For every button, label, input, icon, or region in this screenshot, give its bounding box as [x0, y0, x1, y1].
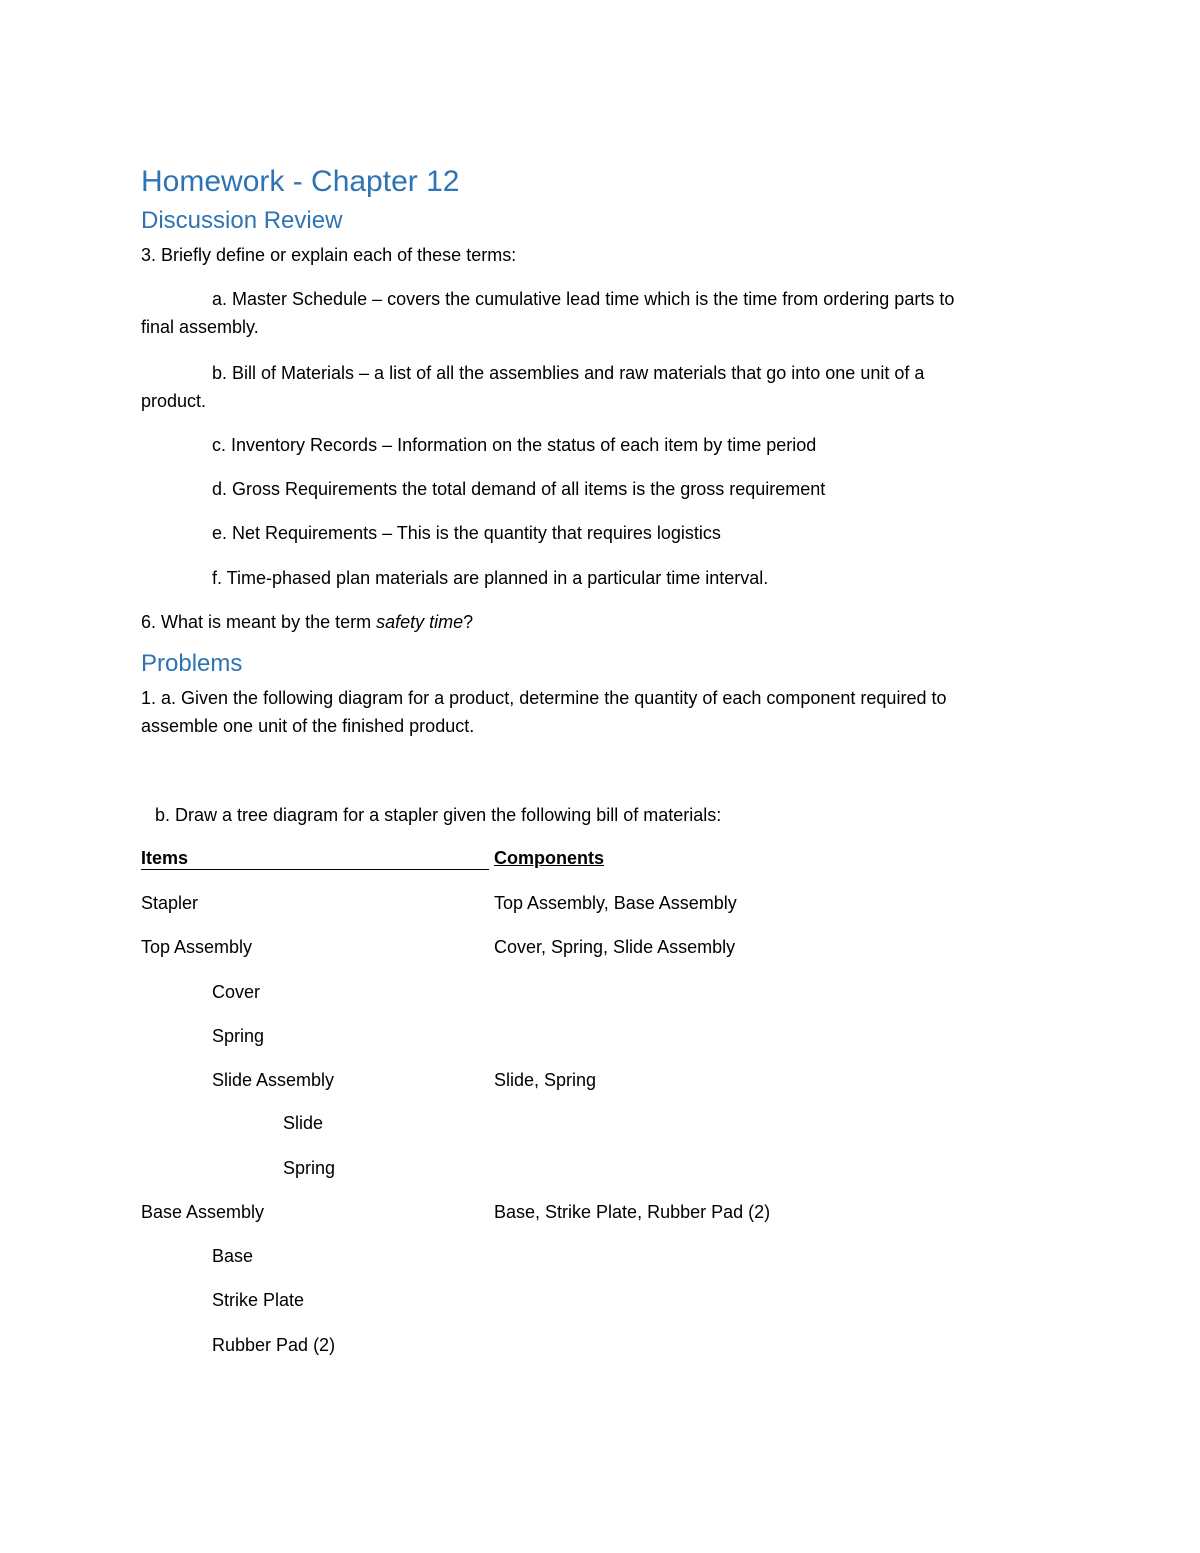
bom-components-slide-assembly: Slide, Spring	[494, 1070, 597, 1090]
bom-item-spring-sub: Spring	[283, 1158, 336, 1178]
bom-item-cover: Cover	[212, 982, 261, 1002]
bom-item-slide-assembly: Slide Assembly	[212, 1070, 335, 1090]
question-3: 3. Briefly define or explain each of these terms:	[141, 245, 517, 265]
bom-item-slide: Slide	[283, 1113, 324, 1133]
term-b-line-1: b. Bill of Materials – a list of all the assemblies and raw materials that go into one unit of a	[212, 363, 925, 383]
bom-header-items: Items	[141, 846, 489, 870]
question-6-term: safety time	[376, 612, 464, 632]
term-a-line-2: final assembly.	[141, 317, 259, 337]
page-title: Homework - Chapter 12	[141, 165, 460, 198]
bom-item-base-assembly: Base Assembly	[141, 1202, 265, 1222]
term-e: e. Net Requirements – This is the quantity that requires logistics	[212, 523, 721, 543]
term-f: f. Time-phased plan materials are planned in a particular time interval.	[212, 568, 769, 588]
bom-item-top-assembly: Top Assembly	[141, 937, 253, 957]
term-d: d. Gross Requirements the total demand of all items is the gross requirement	[212, 479, 826, 499]
bom-item-base: Base	[212, 1246, 254, 1266]
question-6-suffix: ?	[463, 612, 474, 632]
problem-1a-line-1: 1. a. Given the following diagram for a product, determine the quantity of each component required to	[141, 688, 947, 708]
bom-item-rubber-pad: Rubber Pad (2)	[212, 1335, 336, 1355]
problem-1a-line-2: assemble one unit of the finished product.	[141, 716, 475, 736]
question-6-prefix: 6. What is meant by the term	[141, 612, 377, 632]
problem-1b: b. Draw a tree diagram for a stapler given the following bill of materials:	[155, 805, 722, 825]
bom-components-top-assembly: Cover, Spring, Slide Assembly	[494, 937, 736, 957]
bom-item-stapler: Stapler	[141, 893, 199, 913]
term-b-line-2: product.	[141, 391, 207, 411]
bom-item-spring: Spring	[212, 1026, 265, 1046]
bom-item-strike-plate: Strike Plate	[212, 1290, 305, 1310]
term-c: c. Inventory Records – Information on the status of each item by time period	[212, 435, 817, 455]
term-a-line-1: a. Master Schedule – covers the cumulative lead time which is the time from ordering parts to	[212, 289, 955, 309]
question-6	[141, 610, 473, 634]
bom-components-base-assembly: Base, Strike Plate, Rubber Pad (2)	[494, 1202, 771, 1222]
heading-discussion-review: Discussion Review	[141, 207, 343, 234]
bom-components-stapler: Top Assembly, Base Assembly	[494, 893, 737, 913]
heading-problems: Problems	[141, 650, 243, 677]
bom-header-components: Components	[494, 848, 604, 868]
